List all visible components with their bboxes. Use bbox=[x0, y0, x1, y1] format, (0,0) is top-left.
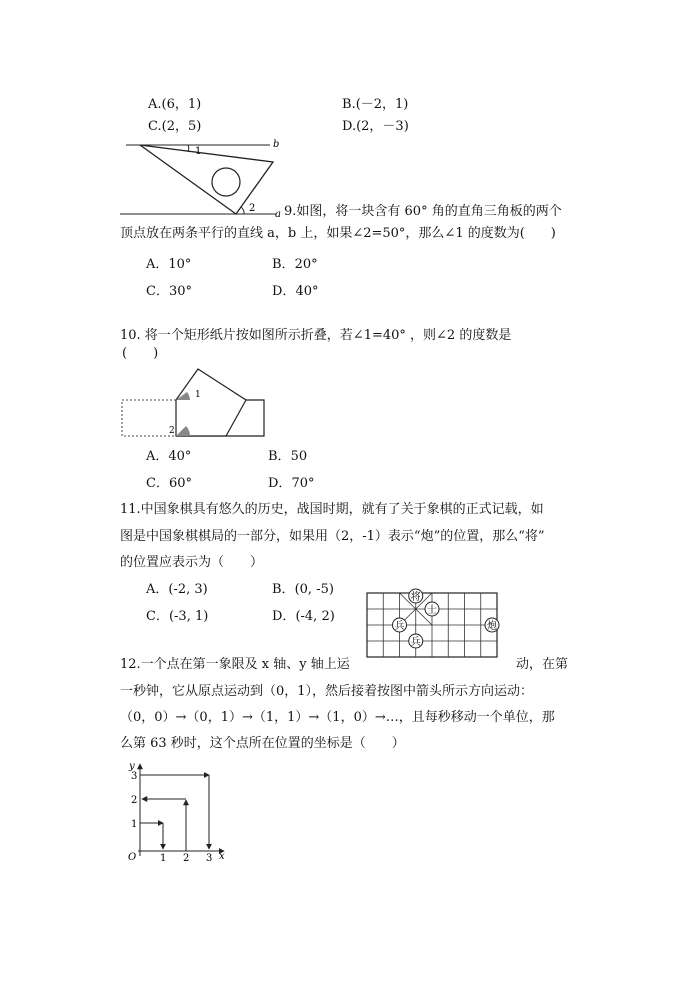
q9-option-c: C．30° bbox=[146, 284, 192, 299]
q12-stem-line1-left: 12.一个点在第一象限及 x 轴、y 轴上运 bbox=[120, 657, 350, 672]
q12-x-label: x bbox=[219, 851, 225, 862]
q10-label-2: 2 bbox=[169, 426, 175, 436]
q9-stem-line2: 顶点放在两条平行的直线 a，b 上，如果∠2=50°，那么∠1 的度数为( ) bbox=[120, 226, 556, 241]
q10-option-b: B．50 bbox=[268, 449, 308, 464]
q12-path-arrows bbox=[140, 775, 209, 851]
q12-origin-label: O bbox=[128, 852, 137, 863]
q8-option-c: C.(2，5) bbox=[148, 119, 202, 134]
svg-text:兵: 兵 bbox=[410, 637, 421, 648]
q10-option-a: A．40° bbox=[146, 449, 192, 464]
q10-option-d: D．70° bbox=[268, 476, 315, 491]
q11-piece-shi bbox=[425, 602, 439, 616]
q12-x-tick-2: 2 bbox=[183, 853, 190, 864]
q12-stem-line4: 么第 63 秒时，这个点所在位置的坐标是（ ） bbox=[120, 736, 405, 751]
q12-y-tick-1: 1 bbox=[131, 819, 138, 830]
q9-label-1: 1 bbox=[195, 146, 202, 157]
q11-option-c: C．(-3, 1) bbox=[146, 609, 209, 624]
q12-x-tick-1: 1 bbox=[160, 853, 167, 864]
q11-stem-line3: 的位置应表示为（ ） bbox=[120, 555, 264, 570]
q9-option-b: B．20° bbox=[272, 257, 318, 272]
q11-stem-line1: 11.中国象棋具有悠久的历史，战国时期，就有了关于象棋的正式记载，如 bbox=[120, 502, 544, 517]
svg-text:兵: 兵 bbox=[394, 621, 405, 632]
q9-option-d: D．40° bbox=[272, 284, 319, 299]
q11-piece-bing-left bbox=[393, 618, 407, 632]
q10-dotted-original bbox=[122, 400, 176, 436]
q10-folded-flap bbox=[176, 369, 246, 436]
q12-y-tick-2: 2 bbox=[131, 795, 138, 806]
q12-spiral-graph bbox=[118, 760, 238, 865]
q12-stem-line1-right: 动，在第 bbox=[516, 657, 569, 672]
q9-label-b: b bbox=[273, 139, 280, 150]
q12-y-tick-3: 3 bbox=[131, 771, 138, 782]
q10-stem-line1: 10. 将一个矩形纸片按如图所示折叠，若∠1=40° ，则∠2 的度数是 bbox=[120, 328, 512, 343]
q10-figure bbox=[118, 365, 268, 440]
q9-angle1-arc bbox=[188, 145, 189, 152]
q9-option-a: A．10° bbox=[146, 257, 192, 272]
svg-text:炮: 炮 bbox=[487, 621, 497, 632]
q11-option-a: A．(-2, 3) bbox=[146, 582, 208, 597]
q8-option-a: A.(6，1) bbox=[148, 97, 202, 112]
q9-label-2: 2 bbox=[249, 203, 256, 214]
q10-option-c: C．60° bbox=[146, 476, 192, 491]
q10-label-1: 1 bbox=[195, 390, 201, 400]
q11-option-d: D．(-4, 2) bbox=[272, 609, 335, 624]
q9-stem-line1: 9.如图，将一块含有 60° 角的直角三角板的两个 bbox=[284, 204, 562, 219]
q9-triangle-hole bbox=[212, 168, 240, 196]
q12-stem-line2: 一秒钟，它从原点运动到（0，1），然后接着按图中箭头所示方向运动： bbox=[120, 684, 534, 699]
q11-piece-pao bbox=[485, 618, 499, 632]
svg-text:将: 将 bbox=[410, 592, 421, 603]
q8-option-b: B.(－2，1) bbox=[342, 97, 409, 112]
q11-piece-bing-bottom bbox=[409, 634, 423, 648]
q12-x-tick-3: 3 bbox=[206, 853, 213, 864]
q11-chess-board bbox=[366, 591, 502, 663]
q10-stem-line2: ( ) bbox=[122, 346, 159, 361]
q9-angle2-arc bbox=[241, 207, 244, 214]
q8-option-d: D.(2，－3) bbox=[342, 119, 409, 134]
q9-figure bbox=[118, 138, 288, 218]
q12-y-label: y bbox=[129, 761, 135, 772]
q9-label-a: a bbox=[275, 209, 281, 220]
q11-stem-line2: 图是中国象棋棋局的一部分，如果用（2，-1）表示“炮”的位置，那么“将” bbox=[120, 529, 545, 544]
q11-option-b: B．(0, -5) bbox=[272, 582, 334, 597]
svg-text:士: 士 bbox=[427, 605, 437, 616]
q11-piece-jiang bbox=[409, 589, 423, 603]
q12-stem-line3: （0，0）→（0，1）→（1，1）→（1，0）→…，且每秒移动一个单位，那 bbox=[120, 710, 555, 725]
